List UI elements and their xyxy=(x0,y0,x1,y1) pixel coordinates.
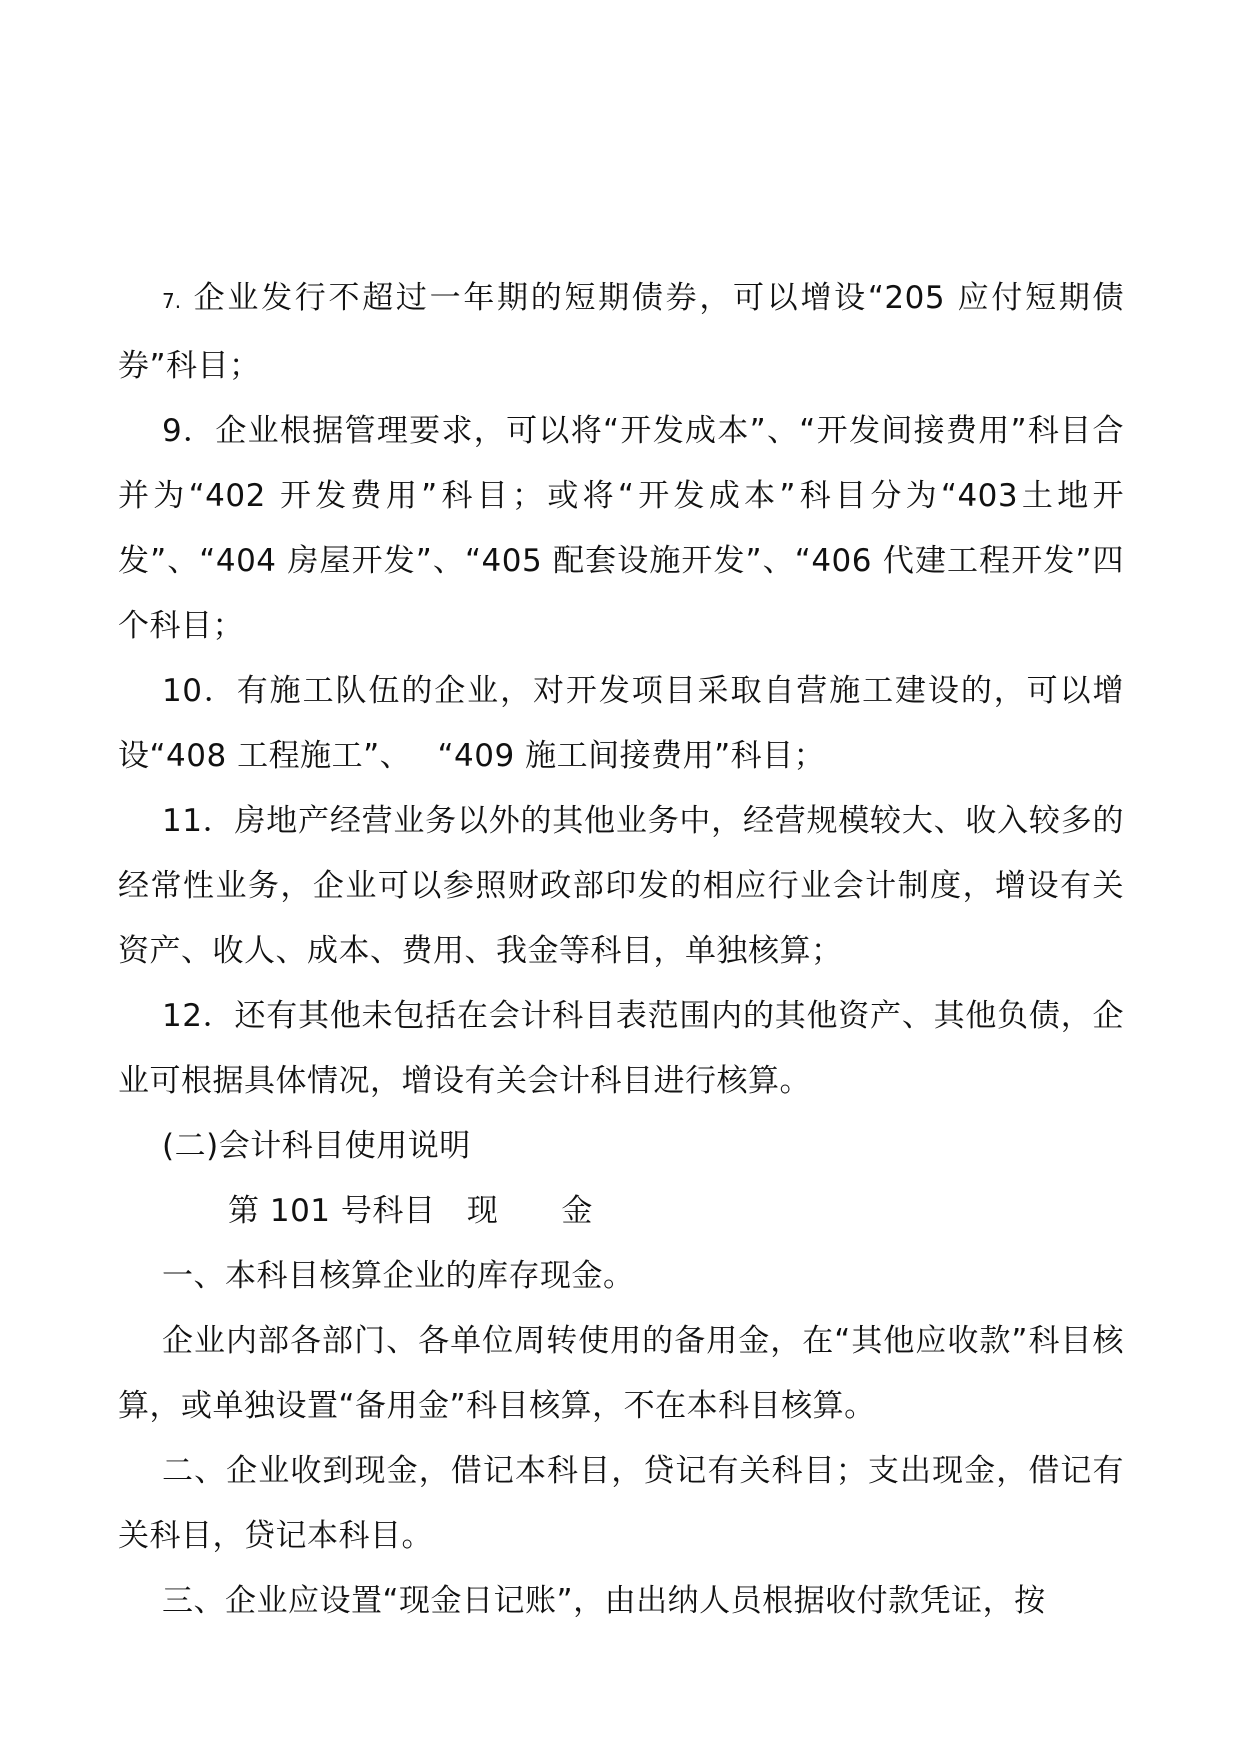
paragraph-item-12: 12．还有其他未包括在会计科目表范围内的其他资产、其他负债，企业可根据具体情况，增设有关会计科目进行核算。 xyxy=(118,998,1124,1099)
paragraph-section-3: 三、企业应设置“现金日记账”，由出纳人员根据收付款凭证，按 xyxy=(162,1583,1046,1619)
paragraph-petty-cash: 企业内部各部门、各单位周转使用的备用金，在“其他应收款”科目核算，或单独设置“备用金”科目核算，不在本科目核算。 xyxy=(118,1323,1124,1424)
section-heading: (二)会计科目使用说明 xyxy=(162,1128,471,1164)
paragraph-section-2: 二、企业收到现金，借记本科目，贷记有关科目；支出现金，借记有关科目，贷记本科目。 xyxy=(118,1453,1124,1554)
paragraph-section-1: 一、本科目核算企业的库存现金。 xyxy=(162,1258,635,1294)
paragraph-item-10: 10．有施工队伍的企业，对开发项目采取自营施工建设的，可以增设“408 工程施工”、 “409 施工间接费用”科目； xyxy=(118,673,1124,774)
paragraph-text: 企业发行不超过一年期的短期债券，可以增设“205 应付短期债券”科目； xyxy=(118,280,1124,384)
paragraph-item-9: 9．企业根据管理要求，可以将“开发成本”、“开发间接费用”科目合并为“402 开发费用”科目；或将“开发成本”科目分为“403土地开发”、“404 房屋开发”、“405 配套设施开发”、“406 代建工程开发”四个科目； xyxy=(118,413,1124,644)
paragraph-item-11: 11．房地产经营业务以外的其他业务中，经营规模较大、收入较多的经常性业务，企业可以参照财政部印发的相应行业会计制度，增设有关资产、收人、成本、费用、我金等科目，单独核算； xyxy=(118,803,1124,969)
subject-title: 第 101 号科目 现 金 xyxy=(228,1193,593,1229)
paragraph-item-7 xyxy=(118,266,1124,399)
item-number: 7. xyxy=(162,289,182,313)
document-body xyxy=(118,266,1124,1634)
